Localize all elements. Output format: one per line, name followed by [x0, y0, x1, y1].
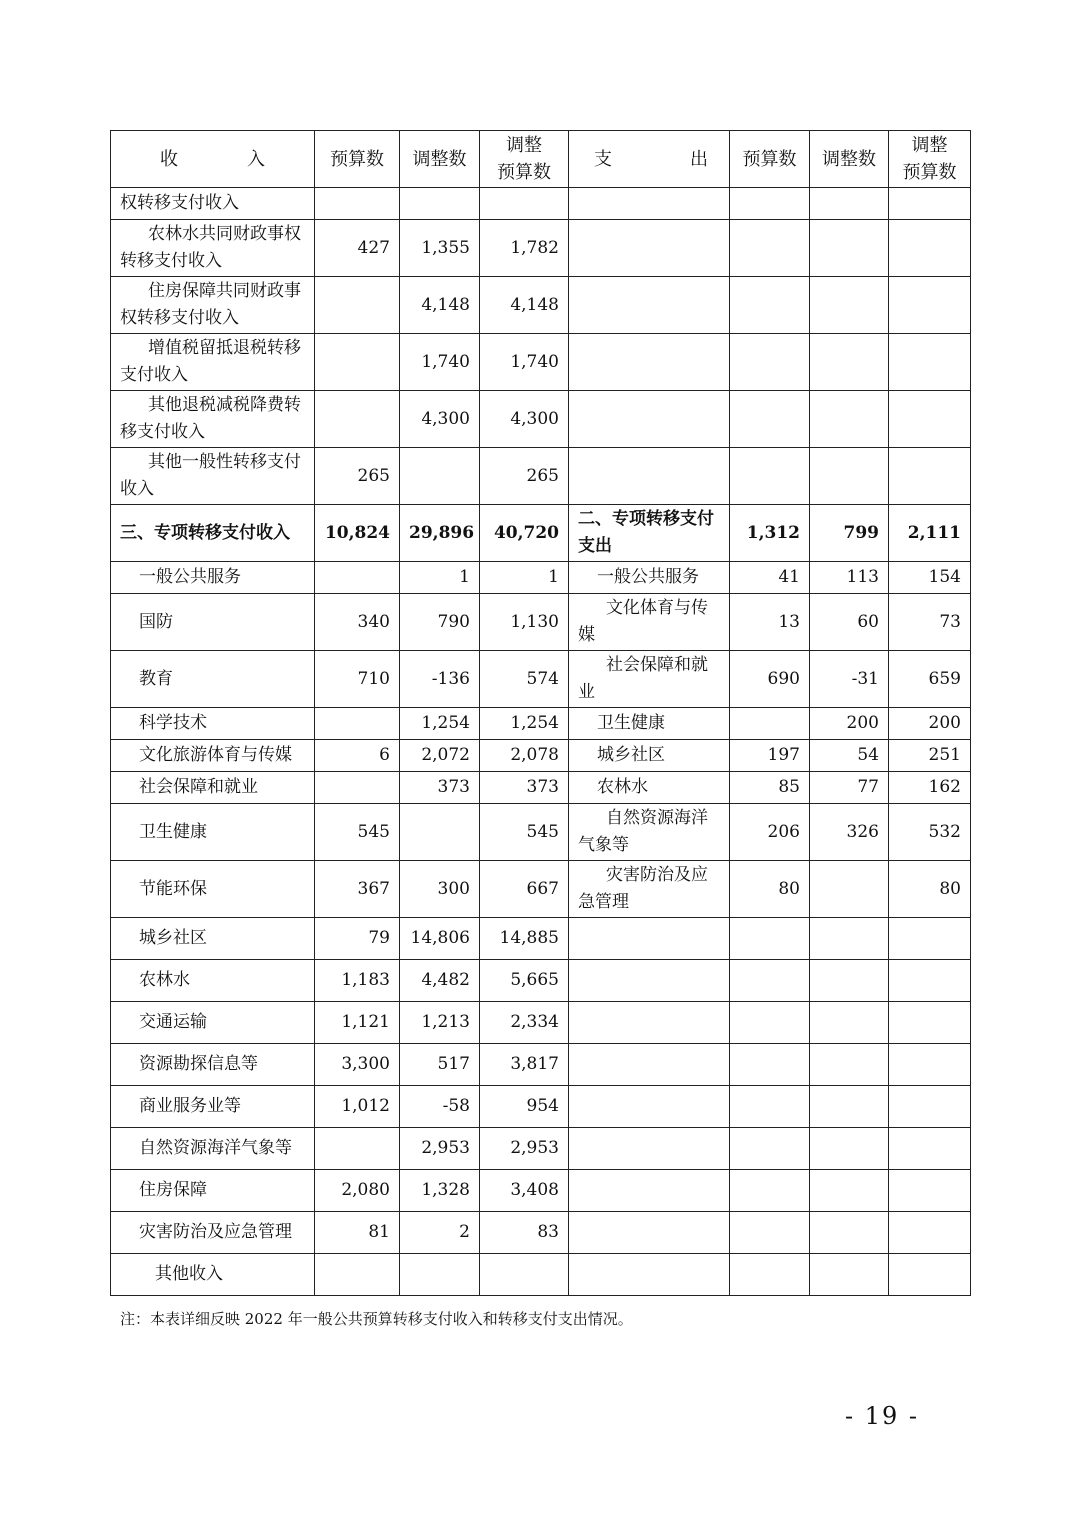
income-label: 一般公共服务	[111, 562, 315, 594]
table-row-section	[111, 505, 971, 562]
expense-budget: 197	[730, 740, 810, 772]
income-label: 农林水	[111, 960, 315, 1002]
expense-adjusted-budget	[889, 334, 971, 391]
income-adjust: 2	[400, 1212, 480, 1254]
budget-transfer-table	[110, 130, 971, 1296]
expense-adjust	[810, 1170, 889, 1212]
table-row	[111, 1254, 971, 1296]
income-budget: 10,824	[315, 505, 400, 562]
income-adjusted-budget	[480, 1254, 569, 1296]
income-budget: 79	[315, 918, 400, 960]
income-budget: 1,012	[315, 1086, 400, 1128]
expense-label	[569, 960, 730, 1002]
expense-budget	[730, 1170, 810, 1212]
expense-adjust	[810, 960, 889, 1002]
income-budget	[315, 334, 400, 391]
expense-budget	[730, 220, 810, 277]
table-row	[111, 804, 971, 861]
income-budget: 340	[315, 594, 400, 651]
expense-adjust: 54	[810, 740, 889, 772]
income-section-label: 三、专项转移支付收入	[111, 505, 315, 562]
table-row	[111, 594, 971, 651]
income-adjust: 1,254	[400, 708, 480, 740]
income-adjusted-budget: 1,740	[480, 334, 569, 391]
income-adjust: 1,740	[400, 334, 480, 391]
expense-adjusted-budget	[889, 391, 971, 448]
header-adjust: 调整数	[400, 131, 480, 188]
income-adjusted-budget: 545	[480, 804, 569, 861]
income-adjust: 1,328	[400, 1170, 480, 1212]
income-budget: 1,183	[315, 960, 400, 1002]
income-adjusted-budget: 3,817	[480, 1044, 569, 1086]
income-adjusted-budget: 5,665	[480, 960, 569, 1002]
income-label: 自然资源海洋气象等	[111, 1128, 315, 1170]
income-adjusted-budget: 1,782	[480, 220, 569, 277]
expense-section-label: 二、专项转移支付支出	[569, 505, 730, 562]
table-row	[111, 1002, 971, 1044]
expense-budget: 1,312	[730, 505, 810, 562]
table-row	[111, 1086, 971, 1128]
expense-adjusted-budget: 154	[889, 562, 971, 594]
expense-adjust	[810, 918, 889, 960]
expense-adjusted-budget	[889, 1170, 971, 1212]
expense-budget	[730, 1086, 810, 1128]
table-row	[111, 334, 971, 391]
expense-adjust: 200	[810, 708, 889, 740]
income-budget	[315, 772, 400, 804]
table-row	[111, 651, 971, 708]
expense-adjusted-budget: 2,111	[889, 505, 971, 562]
income-adjusted-budget: 1,254	[480, 708, 569, 740]
income-budget	[315, 1128, 400, 1170]
income-adjust: 517	[400, 1044, 480, 1086]
expense-budget	[730, 391, 810, 448]
income-label: 卫生健康	[111, 804, 315, 861]
table-row	[111, 391, 971, 448]
income-label: 灾害防治及应急管理	[111, 1212, 315, 1254]
expense-budget	[730, 960, 810, 1002]
expense-adjust	[810, 1254, 889, 1296]
expense-adjust: 799	[810, 505, 889, 562]
income-adjusted-budget: 83	[480, 1212, 569, 1254]
expense-adjust	[810, 861, 889, 918]
expense-label	[569, 220, 730, 277]
expense-budget: 85	[730, 772, 810, 804]
income-adjusted-budget: 373	[480, 772, 569, 804]
income-label: 增值税留抵退税转移支付收入	[111, 334, 315, 391]
income-label: 科学技术	[111, 708, 315, 740]
table-row	[111, 562, 971, 594]
income-adjust: 29,896	[400, 505, 480, 562]
income-adjust: 4,148	[400, 277, 480, 334]
income-adjusted-budget: 4,300	[480, 391, 569, 448]
income-budget	[315, 1254, 400, 1296]
expense-budget	[730, 1044, 810, 1086]
expense-adjusted-budget: 162	[889, 772, 971, 804]
income-budget: 367	[315, 861, 400, 918]
table-row	[111, 740, 971, 772]
income-label: 国防	[111, 594, 315, 651]
expense-adjust	[810, 277, 889, 334]
expense-budget	[730, 1212, 810, 1254]
expense-adjust: 77	[810, 772, 889, 804]
income-budget: 545	[315, 804, 400, 861]
expense-label	[569, 1044, 730, 1086]
income-label: 节能环保	[111, 861, 315, 918]
expense-label	[569, 1002, 730, 1044]
expense-adjusted-budget	[889, 1044, 971, 1086]
income-label: 权转移支付收入	[111, 188, 315, 220]
expense-label	[569, 277, 730, 334]
expense-adjusted-budget	[889, 1086, 971, 1128]
expense-adjust	[810, 1086, 889, 1128]
expense-budget: 206	[730, 804, 810, 861]
income-budget: 3,300	[315, 1044, 400, 1086]
expense-adjusted-budget	[889, 918, 971, 960]
income-budget: 2,080	[315, 1170, 400, 1212]
income-budget	[315, 391, 400, 448]
table-row	[111, 220, 971, 277]
expense-budget: 80	[730, 861, 810, 918]
expense-adjusted-budget: 251	[889, 740, 971, 772]
income-adjust	[400, 804, 480, 861]
expense-adjust	[810, 1044, 889, 1086]
expense-adjust: -31	[810, 651, 889, 708]
income-budget	[315, 562, 400, 594]
expense-adjusted-budget	[889, 220, 971, 277]
expense-adjusted-budget: 73	[889, 594, 971, 651]
expense-budget: 13	[730, 594, 810, 651]
income-adjusted-budget	[480, 188, 569, 220]
income-budget: 427	[315, 220, 400, 277]
expense-label: 自然资源海洋气象等	[569, 804, 730, 861]
income-adjusted-budget: 667	[480, 861, 569, 918]
expense-budget: 41	[730, 562, 810, 594]
income-budget: 710	[315, 651, 400, 708]
income-adjust	[400, 448, 480, 505]
expense-adjust	[810, 334, 889, 391]
expense-adjusted-budget	[889, 960, 971, 1002]
expense-adjusted-budget	[889, 448, 971, 505]
header-expense: 支 出	[569, 131, 730, 188]
income-label: 其他退税减税降费转移支付收入	[111, 391, 315, 448]
table-header-row	[111, 131, 971, 188]
income-label: 社会保障和就业	[111, 772, 315, 804]
income-adjusted-budget: 2,078	[480, 740, 569, 772]
income-budget: 6	[315, 740, 400, 772]
income-adjusted-budget: 40,720	[480, 505, 569, 562]
income-label: 交通运输	[111, 1002, 315, 1044]
expense-label	[569, 918, 730, 960]
income-label: 资源勘探信息等	[111, 1044, 315, 1086]
expense-adjust	[810, 391, 889, 448]
expense-budget: 690	[730, 651, 810, 708]
expense-label: 农林水	[569, 772, 730, 804]
table-row	[111, 1212, 971, 1254]
expense-budget	[730, 918, 810, 960]
income-budget: 265	[315, 448, 400, 505]
table-row	[111, 918, 971, 960]
income-adjust: 2,072	[400, 740, 480, 772]
income-adjusted-budget: 2,334	[480, 1002, 569, 1044]
expense-label	[569, 1128, 730, 1170]
table-row	[111, 861, 971, 918]
expense-adjusted-budget	[889, 188, 971, 220]
expense-budget	[730, 188, 810, 220]
expense-adjusted-budget	[889, 1128, 971, 1170]
header-expense-adjust: 调整数	[810, 131, 889, 188]
header-expense-budget: 预算数	[730, 131, 810, 188]
income-adjusted-budget: 574	[480, 651, 569, 708]
income-adjusted-budget: 265	[480, 448, 569, 505]
income-adjust: 1,213	[400, 1002, 480, 1044]
table-row	[111, 1170, 971, 1212]
income-adjust: -136	[400, 651, 480, 708]
expense-adjusted-budget: 200	[889, 708, 971, 740]
income-label: 住房保障	[111, 1170, 315, 1212]
expense-adjust	[810, 220, 889, 277]
expense-adjust: 60	[810, 594, 889, 651]
expense-label: 一般公共服务	[569, 562, 730, 594]
table-row	[111, 1128, 971, 1170]
expense-label	[569, 1212, 730, 1254]
expense-budget	[730, 1002, 810, 1044]
expense-adjusted-budget: 659	[889, 651, 971, 708]
header-budget: 预算数	[315, 131, 400, 188]
income-adjust	[400, 1254, 480, 1296]
expense-budget	[730, 448, 810, 505]
income-budget	[315, 277, 400, 334]
income-label: 教育	[111, 651, 315, 708]
income-adjust: 2,953	[400, 1128, 480, 1170]
header-expense-adjusted-budget: 调整 预算数	[889, 131, 971, 188]
page-number: - 19 -	[845, 1402, 920, 1430]
income-adjust: 790	[400, 594, 480, 651]
expense-label: 文化体育与传媒	[569, 594, 730, 651]
expense-label: 城乡社区	[569, 740, 730, 772]
income-budget	[315, 708, 400, 740]
expense-adjust	[810, 1128, 889, 1170]
income-adjust: -58	[400, 1086, 480, 1128]
expense-budget	[730, 708, 810, 740]
expense-label: 社会保障和就业	[569, 651, 730, 708]
expense-adjust	[810, 188, 889, 220]
expense-adjusted-budget	[889, 277, 971, 334]
expense-label	[569, 1086, 730, 1128]
expense-label	[569, 1254, 730, 1296]
income-adjusted-budget: 1	[480, 562, 569, 594]
expense-adjusted-budget	[889, 1254, 971, 1296]
income-adjusted-budget: 954	[480, 1086, 569, 1128]
table-row	[111, 448, 971, 505]
expense-adjust: 326	[810, 804, 889, 861]
table-row	[111, 1044, 971, 1086]
income-adjust: 4,482	[400, 960, 480, 1002]
expense-adjusted-budget: 80	[889, 861, 971, 918]
expense-budget	[730, 1254, 810, 1296]
expense-adjust	[810, 448, 889, 505]
expense-label	[569, 391, 730, 448]
table-row	[111, 960, 971, 1002]
income-adjust: 4,300	[400, 391, 480, 448]
table-row	[111, 188, 971, 220]
income-label: 其他收入	[111, 1254, 315, 1296]
income-adjusted-budget: 2,953	[480, 1128, 569, 1170]
income-label: 商业服务业等	[111, 1086, 315, 1128]
expense-label	[569, 188, 730, 220]
income-label: 住房保障共同财政事权转移支付收入	[111, 277, 315, 334]
income-label: 其他一般性转移支付收入	[111, 448, 315, 505]
income-adjusted-budget: 3,408	[480, 1170, 569, 1212]
expense-label: 卫生健康	[569, 708, 730, 740]
income-adjust: 1	[400, 562, 480, 594]
expense-adjust	[810, 1002, 889, 1044]
expense-adjust: 113	[810, 562, 889, 594]
income-adjust: 1,355	[400, 220, 480, 277]
expense-adjusted-budget: 532	[889, 804, 971, 861]
expense-budget	[730, 334, 810, 391]
expense-adjusted-budget	[889, 1212, 971, 1254]
table-row	[111, 772, 971, 804]
income-label: 文化旅游体育与传媒	[111, 740, 315, 772]
income-label: 农林水共同财政事权转移支付收入	[111, 220, 315, 277]
expense-label	[569, 334, 730, 391]
income-label: 城乡社区	[111, 918, 315, 960]
income-adjust: 14,806	[400, 918, 480, 960]
expense-budget	[730, 277, 810, 334]
table-row	[111, 277, 971, 334]
income-budget: 1,121	[315, 1002, 400, 1044]
income-adjust	[400, 188, 480, 220]
income-adjusted-budget: 14,885	[480, 918, 569, 960]
income-adjust: 373	[400, 772, 480, 804]
income-adjusted-budget: 1,130	[480, 594, 569, 651]
income-budget	[315, 188, 400, 220]
income-budget: 81	[315, 1212, 400, 1254]
header-adjusted-budget: 调整 预算数	[480, 131, 569, 188]
expense-label: 灾害防治及应急管理	[569, 861, 730, 918]
expense-adjust	[810, 1212, 889, 1254]
expense-adjusted-budget	[889, 1002, 971, 1044]
income-adjusted-budget: 4,148	[480, 277, 569, 334]
table-footnote: 注：本表详细反映 2022 年一般公共预算转移支付收入和转移支付支出情况。	[120, 1310, 633, 1328]
expense-label	[569, 1170, 730, 1212]
income-adjust: 300	[400, 861, 480, 918]
expense-budget	[730, 1128, 810, 1170]
header-income: 收 入	[111, 131, 315, 188]
table-row	[111, 708, 971, 740]
expense-label	[569, 448, 730, 505]
